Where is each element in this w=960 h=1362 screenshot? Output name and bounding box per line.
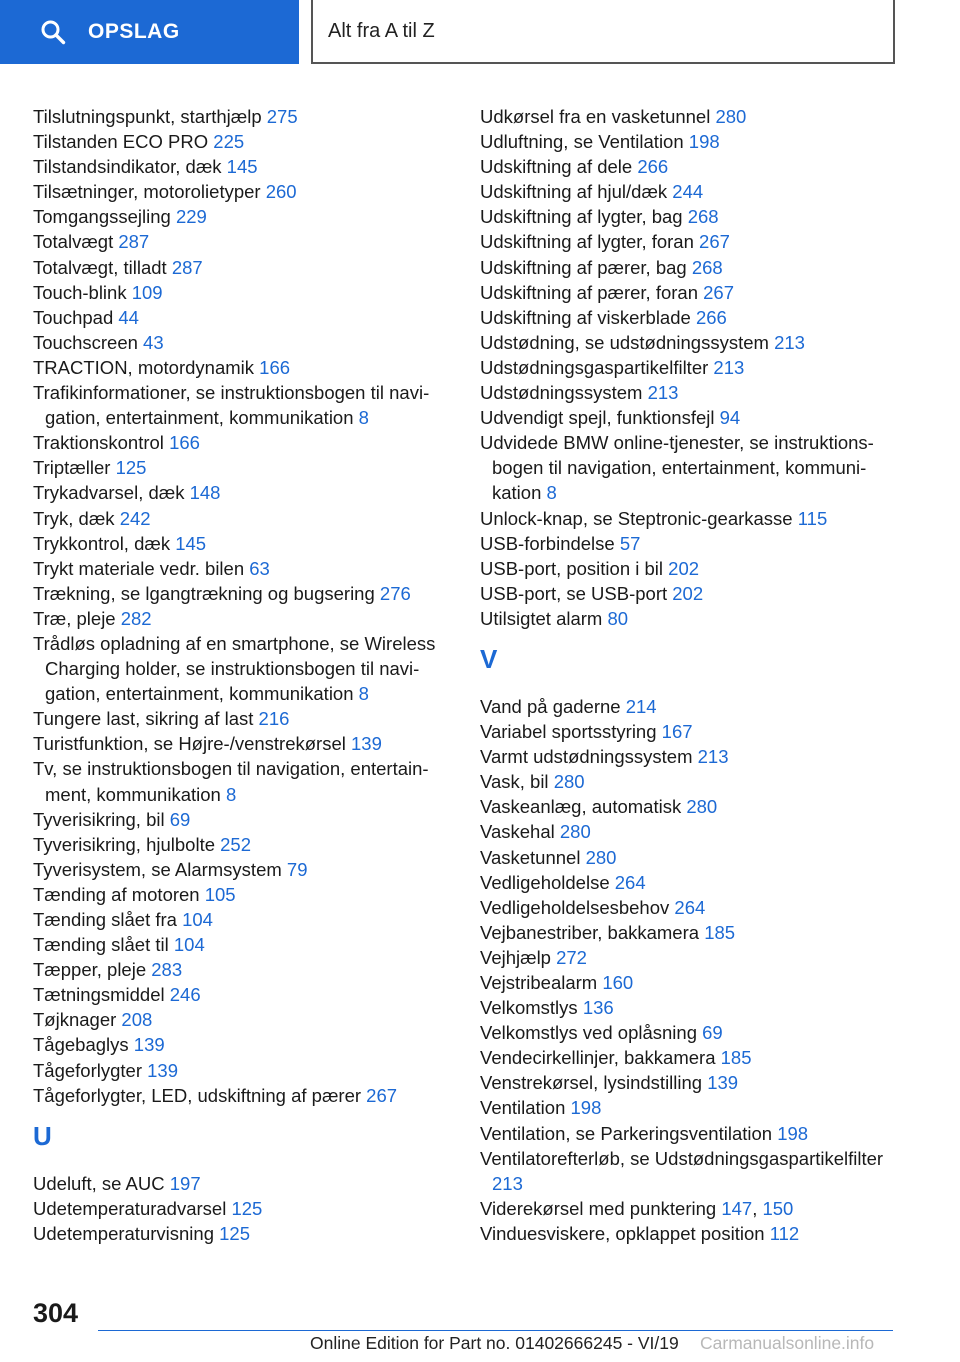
page-link[interactable]: 166 <box>259 356 291 378</box>
index-entry <box>480 154 900 179</box>
page-link[interactable]: 264 <box>674 896 706 918</box>
index-entry <box>33 355 453 380</box>
page-link[interactable]: 214 <box>625 695 657 717</box>
index-entry <box>480 531 900 556</box>
page-link[interactable]: 44 <box>118 306 139 328</box>
index-entry-text: Udetemperaturvisning <box>33 1222 214 1244</box>
page-link[interactable]: 125 <box>231 1197 263 1219</box>
index-entry-text: Velkomstlys ved oplåsning <box>480 1022 697 1044</box>
index-entry-text: Tæpper, pleje <box>33 959 147 981</box>
index-entry-text: Udluftning, se Ventilation <box>480 131 684 153</box>
index-entry-text: Udeluft, se AUC <box>33 1172 165 1194</box>
index-entry-text: Tv, se instruktionsbogen til navigation, entertainment, kommunikation <box>33 758 429 805</box>
page-link[interactable]: 8 <box>225 783 237 805</box>
index-entry-text: Udskiftning af lygter, bag <box>480 206 683 228</box>
index-entry <box>480 506 900 531</box>
index-entry-text: Tågeforlygter <box>33 1059 142 1081</box>
index-entry <box>33 280 453 305</box>
index-entry <box>480 104 900 129</box>
index-entry <box>33 1007 453 1032</box>
index-entry-text: Totalvægt <box>33 231 114 253</box>
index-entry <box>480 179 900 204</box>
page-link[interactable]: 136 <box>582 997 614 1019</box>
index-entry <box>480 255 900 280</box>
index-entry <box>480 970 900 995</box>
index-column-right <box>480 104 900 1246</box>
index-entry <box>33 631 453 706</box>
page-link[interactable]: 139 <box>133 1034 165 1056</box>
footer-divider <box>98 1330 893 1331</box>
index-entry <box>33 104 453 129</box>
index-entry <box>33 857 453 882</box>
page-link[interactable]: 145 <box>175 532 207 554</box>
page-link[interactable]: 145 <box>226 156 258 178</box>
index-entry-text: Vejbanestriber, bakkamera <box>480 921 700 943</box>
index-entry-text: Viderekørsel med punktering <box>480 1197 717 1219</box>
index-entry-text: Tyverisikring, bil <box>33 808 165 830</box>
index-entry-text: Ventilation <box>480 1097 566 1119</box>
index-entry-text: Turistfunktion, se Højre-/venstrekørsel <box>33 733 346 755</box>
page-link[interactable]: 125 <box>115 457 147 479</box>
index-entry-text: Tyverisystem, se Alarmsystem <box>33 858 282 880</box>
page-link[interactable]: 280 <box>585 846 617 868</box>
header-tab-opslag[interactable] <box>0 0 299 64</box>
page-link[interactable]: 268 <box>691 256 723 278</box>
index-entry <box>480 229 900 254</box>
index-entry <box>480 870 900 895</box>
page-link[interactable]: 213 <box>713 356 745 378</box>
page-link[interactable]: 252 <box>220 833 252 855</box>
index-entry-text: Udstødningsgaspartikelfilter <box>480 356 709 378</box>
page-link[interactable]: 202 <box>672 582 704 604</box>
index-entry <box>33 154 453 179</box>
page-link[interactable]: 115 <box>797 507 828 529</box>
page-link[interactable]: 104 <box>173 934 205 956</box>
index-entry <box>33 932 453 957</box>
index-entry <box>480 380 900 405</box>
page-link[interactable]: 8 <box>358 683 369 705</box>
index-entry <box>33 706 453 731</box>
page-link[interactable]: 280 <box>686 796 718 818</box>
index-entry-text: Udskiftning af lygter, foran <box>480 231 694 253</box>
index-entry <box>33 129 453 154</box>
page-link[interactable]: 109 <box>131 281 163 303</box>
page-link[interactable]: 208 <box>121 1009 153 1031</box>
index-entry <box>480 430 900 505</box>
index-entry-text: Vand på gaderne <box>480 695 621 717</box>
footer-edition-text: Online Edition for Part no. 01402666245 - VI/19 <box>310 1333 679 1353</box>
index-entry <box>33 807 453 832</box>
index-entry-text: Trafikinformationer, se instruktionsbogen til navigation, entertainment, kommunikation <box>33 382 430 429</box>
index-entry-text: Tøjknager <box>33 1009 117 1031</box>
index-entry-text: Udkørsel fra en vasketunnel <box>480 106 711 127</box>
section-title-box <box>311 0 895 64</box>
page-link[interactable]: 166 <box>169 432 200 454</box>
index-entry-text: Udskiftning af pærer, bag <box>480 256 687 278</box>
index-entry-text: Vinduesviskere, opklappet position <box>480 1222 765 1244</box>
page-link[interactable]: 105 <box>204 883 236 905</box>
index-entry-text: Vask, bil <box>480 771 549 793</box>
page-link[interactable]: 112 <box>769 1222 800 1244</box>
index-entry <box>33 1171 453 1196</box>
page-link[interactable]: 147 <box>721 1197 753 1219</box>
page-link[interactable]: 246 <box>169 984 201 1006</box>
index-entry-text: Udvendigt spejl, funktionsfejl <box>480 407 715 429</box>
index-entry-text: Vendecirkellinjer, bakkamera <box>480 1047 716 1069</box>
page-link[interactable]: 267 <box>699 231 730 253</box>
index-entry <box>33 1032 453 1057</box>
page-link[interactable]: 266 <box>637 156 669 178</box>
index-entry-text: Tomgangssejling <box>33 206 171 228</box>
index-entry-text: Velkomstlys <box>480 997 578 1019</box>
index-entry-text: Vaskehal <box>480 821 555 843</box>
index-entry <box>480 995 900 1020</box>
page-link[interactable]: 282 <box>120 607 152 629</box>
index-entry <box>33 229 453 254</box>
header-tab-label: OPSLAG <box>88 20 180 43</box>
page-link[interactable]: 139 <box>351 733 382 755</box>
index-entry-text: Varmt udstødningssystem <box>480 746 693 768</box>
index-entry <box>33 982 453 1007</box>
index-entry-text: Tryk, dæk <box>33 507 115 529</box>
index-entry <box>480 129 900 154</box>
index-entry <box>33 832 453 857</box>
index-entry-text: Touchpad <box>33 306 114 328</box>
index-entry <box>480 769 900 794</box>
page-link[interactable]: 272 <box>556 946 587 968</box>
index-entry <box>33 1196 453 1221</box>
page-link[interactable]: 264 <box>614 871 646 893</box>
index-entry-text: Variabel sportsstyring <box>480 721 657 743</box>
page-link[interactable]: 125 <box>219 1222 250 1244</box>
page-link[interactable]: 213 <box>697 746 729 768</box>
index-entry-text: Tilstanden ECO PRO <box>33 131 209 153</box>
index-entry <box>33 179 453 204</box>
page-link[interactable]: 63 <box>249 557 270 579</box>
index-entry-text: Vasketunnel <box>480 846 581 868</box>
index-entry <box>480 920 900 945</box>
page-link[interactable]: 242 <box>119 507 151 529</box>
index-entry <box>33 581 453 606</box>
page-link[interactable]: 185 <box>720 1047 752 1069</box>
index-entry <box>33 882 453 907</box>
index-entry-text: Totalvægt, tilladt <box>33 256 167 278</box>
page-link[interactable]: 43 <box>143 331 164 353</box>
index-entry-text: Tilsætninger, motorolietyper <box>33 181 261 203</box>
page-link[interactable]: 260 <box>265 181 297 203</box>
index-entry <box>480 719 900 744</box>
index-entry-text: Udvidede BMW online-tjenester, se instruktionsbogen til navigation, entertainment, kommunikation <box>480 432 874 504</box>
index-section-letter: V <box>480 643 498 674</box>
index-entry <box>480 1221 900 1246</box>
index-entry-text: Tungere last, sikring af last <box>33 708 254 730</box>
index-entry <box>33 455 453 480</box>
index-entry-text: Tågebaglys <box>33 1034 129 1056</box>
page-link[interactable]: 8 <box>546 482 557 504</box>
index-entry-text: Udstødning, se udstødningssystem <box>480 331 769 353</box>
index-entry-text: Venstrekørsel, lysindstilling <box>480 1072 703 1094</box>
page-link[interactable]: 266 <box>695 306 727 328</box>
index-entry-text: USB-port, position i bil <box>480 557 664 579</box>
index-entry-text: Vejhjælp <box>480 946 551 968</box>
page-link[interactable]: 198 <box>570 1097 602 1119</box>
index-entry-text: USB-port, se USB-port <box>480 582 668 604</box>
index-entry <box>480 845 900 870</box>
index-entry-text: Tænding af motoren <box>33 883 200 905</box>
page-link[interactable]: 216 <box>258 708 290 730</box>
page-link[interactable]: 198 <box>777 1122 809 1144</box>
index-entry <box>480 204 900 229</box>
index-entry-text: Tænding slået til <box>33 934 169 956</box>
page-link[interactable]: 150 <box>762 1197 794 1219</box>
index-entry <box>480 744 900 769</box>
index-entry: Viderekørsel med punktering 147, 150 <box>480 1197 794 1219</box>
index-entry-text: Tyverisikring, hjulbolte <box>33 833 215 855</box>
index-entry <box>33 255 453 280</box>
page-link[interactable]: 197 <box>169 1172 201 1194</box>
page-link[interactable]: 185 <box>704 921 736 943</box>
index-entry <box>480 556 900 581</box>
index-entry <box>33 957 453 982</box>
page-link[interactable]: 244 <box>672 181 704 203</box>
index-entry-text: Unlock-knap, se Steptronic-gearkasse <box>480 507 793 529</box>
page-link[interactable]: 280 <box>715 106 747 127</box>
index-entry <box>480 1020 900 1045</box>
index-entry <box>33 480 453 505</box>
index-entry-text: Trådløs opladning af en smartphone, se Wireless Charging holder, se instruktionsbogen til navigation, entertainment, kommunikation <box>33 632 436 705</box>
page-link[interactable]: 267 <box>703 281 735 303</box>
index-entry <box>480 330 900 355</box>
index-entry <box>33 1083 453 1108</box>
index-entry <box>480 1095 900 1120</box>
footer-watermark: Carmanualsonline.info <box>700 1333 875 1353</box>
page-link[interactable]: 8 <box>358 407 369 429</box>
index-entry <box>33 330 453 355</box>
page-link[interactable]: 79 <box>286 858 308 880</box>
index-entry-text: Vedligeholdelse <box>480 871 610 893</box>
index-entry <box>480 1121 900 1146</box>
page-link[interactable]: 283 <box>151 959 183 981</box>
index-entry <box>480 819 900 844</box>
index-entry-text: Udskiftning af hjul/dæk <box>480 181 668 203</box>
index-entry-text: TRACTION, motordynamik <box>33 356 255 378</box>
page-link[interactable]: 275 <box>266 106 298 127</box>
page-link[interactable]: 139 <box>707 1072 739 1094</box>
index-entry <box>33 380 453 430</box>
page-link[interactable]: 57 <box>619 532 641 554</box>
index-entry-text: Trækning, se lgangtrækning og bugsering <box>33 582 375 604</box>
index-entry-text: Vedligeholdelsesbehov <box>480 896 670 918</box>
index-entry <box>33 531 453 556</box>
page-link[interactable]: 167 <box>661 721 693 743</box>
index-entry <box>480 794 900 819</box>
page-link[interactable]: 229 <box>175 206 207 228</box>
page-link[interactable]: 287 <box>118 231 150 253</box>
index-entry-text: Tilslutningspunkt, starthjælp <box>33 106 262 127</box>
index-entry <box>480 1070 900 1095</box>
index-entry <box>480 606 900 631</box>
page-link[interactable]: 104 <box>182 909 213 930</box>
page-link[interactable]: 276 <box>379 582 411 604</box>
index-entry-text: Trykadvarsel, dæk <box>33 482 185 504</box>
index-entry <box>480 280 900 305</box>
page-link[interactable]: 198 <box>688 131 720 153</box>
index-entry <box>33 506 453 531</box>
index-entry-text: Traktionskontrol <box>33 432 164 454</box>
page-link[interactable]: 80 <box>607 607 629 629</box>
page-link[interactable]: 267 <box>366 1084 398 1106</box>
index-entry-text: Udetemperaturadvarsel <box>33 1197 227 1219</box>
index-entry <box>480 581 900 606</box>
index-entry-text: Touch-blink <box>33 281 127 303</box>
index-entry-text: Udskiftning af dele <box>480 156 633 178</box>
index-entry-text: Vaskeanlæg, automatisk <box>480 796 682 818</box>
index-entry-text: Vejstribealarm <box>480 972 598 993</box>
page-link[interactable]: 280 <box>553 771 585 793</box>
index-entry-text: Utilsigtet alarm <box>480 607 603 629</box>
page-link[interactable]: 213 <box>647 382 679 404</box>
index-entry <box>33 1221 453 1246</box>
page-link[interactable]: 213 <box>492 1172 523 1194</box>
index-entry <box>33 430 453 455</box>
index-entry <box>480 405 900 430</box>
index-entry-text: Trykkontrol, dæk <box>33 532 171 554</box>
index-entry-text: Tænding slået fra <box>33 909 177 930</box>
index-entry <box>33 756 453 806</box>
index-entry-text: Tætningsmiddel <box>33 984 165 1006</box>
page-link[interactable]: 139 <box>147 1059 179 1081</box>
page-link[interactable]: 225 <box>213 131 245 153</box>
index-entry <box>33 305 453 330</box>
index-entry-text: Ventilation, se Parkeringsventilation <box>480 1122 773 1144</box>
index-entry-text: Træ, pleje <box>33 607 116 629</box>
index-entry <box>33 556 453 581</box>
index-entry-text: Tågeforlygter, LED, udskiftning af pærer <box>33 1084 362 1106</box>
index-entry <box>480 1146 900 1196</box>
page-link[interactable]: 69 <box>169 808 191 830</box>
page-link[interactable]: 160 <box>602 972 634 993</box>
page-link[interactable]: 287 <box>171 256 203 278</box>
index-entry <box>480 945 900 970</box>
index-entry <box>33 204 453 229</box>
search-icon <box>40 19 66 45</box>
section-title: Alt fra A til Z <box>328 19 435 42</box>
index-entry-text: Tilstandsindikator, dæk <box>33 156 222 178</box>
index-entry-text: Triptæller <box>33 457 111 479</box>
index-entry <box>480 305 900 330</box>
index-entry-text: Udstødningssystem <box>480 382 643 404</box>
page-link[interactable]: 268 <box>687 206 719 228</box>
page-number: 304 <box>33 1298 79 1328</box>
index-entry <box>33 1058 453 1083</box>
index-column-left <box>33 104 453 1246</box>
page-link[interactable]: 280 <box>559 821 591 843</box>
index-section-letter: U <box>33 1120 52 1151</box>
index-entry-text: Trykt materiale vedr. bilen <box>33 557 245 579</box>
index-entry-text: USB-forbindelse <box>480 532 615 554</box>
index-entry <box>33 907 453 932</box>
index-entry <box>480 355 900 380</box>
index-entry <box>480 694 900 719</box>
index-entry <box>33 731 453 756</box>
page-link[interactable]: 94 <box>719 407 741 429</box>
page-link[interactable]: 202 <box>668 557 700 579</box>
index-entry <box>480 1045 900 1070</box>
page-link[interactable]: 69 <box>702 1022 723 1044</box>
index-entry-text: Touchscreen <box>33 331 138 353</box>
index-entry <box>480 895 900 920</box>
index-entry <box>33 606 453 631</box>
page-link[interactable]: 148 <box>189 482 221 504</box>
index-entry-text: Udskiftning af viskerblade <box>480 306 691 328</box>
index-entry-text: Ventilatorefterløb, se Udstødningsgaspartikelfilter <box>480 1147 884 1169</box>
page-link[interactable]: 213 <box>774 331 805 353</box>
index-entry-text: Udskiftning af pærer, foran <box>480 281 698 303</box>
